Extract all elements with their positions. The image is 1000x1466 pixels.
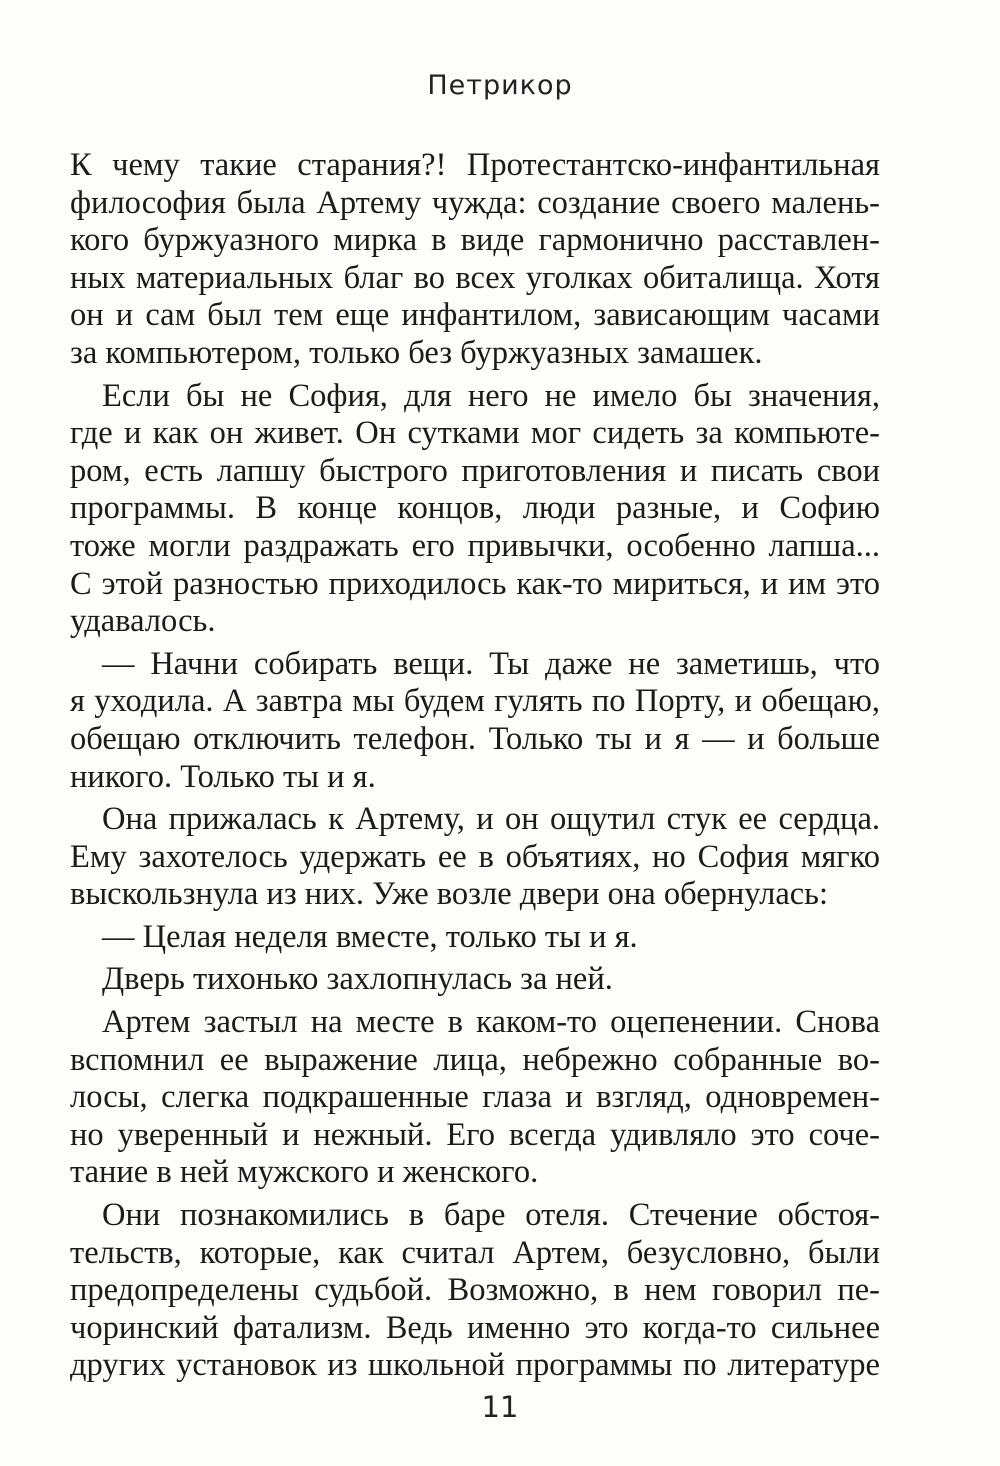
- text-line: предопределены судьбой. Возможно, в нем говорил пе-: [70, 1272, 880, 1309]
- text-line: тельств, которые, как считал Артем, безусловно, были: [70, 1234, 880, 1271]
- paragraph: [70, 801, 880, 914]
- paragraph: [70, 1197, 880, 1385]
- text-line: обещаю отключить телефон. Только ты и я — и больше: [70, 720, 880, 757]
- text-line: тоже могли раздражать его привычки, особенно лапша...: [70, 527, 880, 564]
- text-line: философия была Артему чужда: создание своего малень-: [70, 184, 880, 221]
- running-title: Петрикор: [427, 70, 573, 101]
- text-line: кого буржуазного мирка в виде гармонично расставлен-: [70, 222, 880, 259]
- text-line: — Начни собирать вещи. Ты даже не заметишь, что: [102, 645, 880, 682]
- text-line: он и сам был тем еще инфантилом, зависающим часами: [70, 297, 880, 334]
- text-line: чоринский фатализм. Ведь именно это когда-то сильнее: [70, 1309, 880, 1346]
- text-line: Если бы не София, для него не имело бы значения,: [102, 377, 880, 414]
- text-line: но уверенный и нежный. Его всегда удивляло это соче-: [70, 1116, 880, 1153]
- text-line: никого. Только ты и я.: [70, 758, 376, 795]
- text-line: К чему такие старания?! Протестантско-инфантильная: [70, 147, 880, 183]
- text-line: вспомнил ее выражение лица, небрежно собранные во-: [70, 1041, 880, 1078]
- text-line: ных материальных благ во всех уголках обиталища. Хотя: [70, 259, 880, 296]
- text-line: Они познакомились в баре отеля. Стечение обстоя-: [102, 1197, 880, 1234]
- text-line: — Целая неделя вместе, только ты и я.: [102, 918, 638, 955]
- text-line: Она прижалась к Артему, и он ощутил стук ее сердца.: [102, 801, 880, 838]
- text-line: Дверь тихонько захлопнулась за ней.: [102, 961, 613, 998]
- text-line: Артем застыл на месте в каком-то оцепенении. Снова: [102, 1004, 880, 1041]
- text-line: за компьютером, только без буржуазных замашек.: [70, 334, 763, 371]
- text-line: где и как он живет. Он сутками мог сидеть за компьюте-: [70, 415, 880, 452]
- text-line: тание в ней мужского и женского.: [70, 1154, 539, 1191]
- text-line: выскользнула из них. Уже возле двери она обернулась:: [70, 876, 829, 913]
- text-line: я уходила. А завтра мы будем гулять по Порту, и обещаю,: [70, 683, 880, 720]
- text-line: С этой разностью приходилось как-то мириться, и им это: [70, 565, 880, 602]
- paragraph: [70, 961, 880, 999]
- page-number: 11: [481, 1390, 519, 1424]
- text-line: ром, есть лапшу быстрого приготовления и писать свои: [70, 452, 880, 489]
- text-line: других установок из школьной программы по литературе: [70, 1347, 880, 1384]
- paragraph: [70, 646, 880, 796]
- paragraph: [70, 378, 880, 641]
- text-line: лосы, слегка подкрашенные глаза и взгляд, одновремен-: [70, 1079, 880, 1116]
- body-text: [70, 147, 880, 1390]
- text-line: программы. В конце концов, люди разные, и Софию: [70, 490, 880, 527]
- paragraph: [70, 919, 880, 957]
- text-line: Ему захотелось удержать ее в объятиях, но София мягко: [70, 838, 880, 875]
- paragraph: [70, 1004, 880, 1192]
- text-line: удавалось.: [70, 603, 216, 640]
- paragraph: [70, 147, 880, 373]
